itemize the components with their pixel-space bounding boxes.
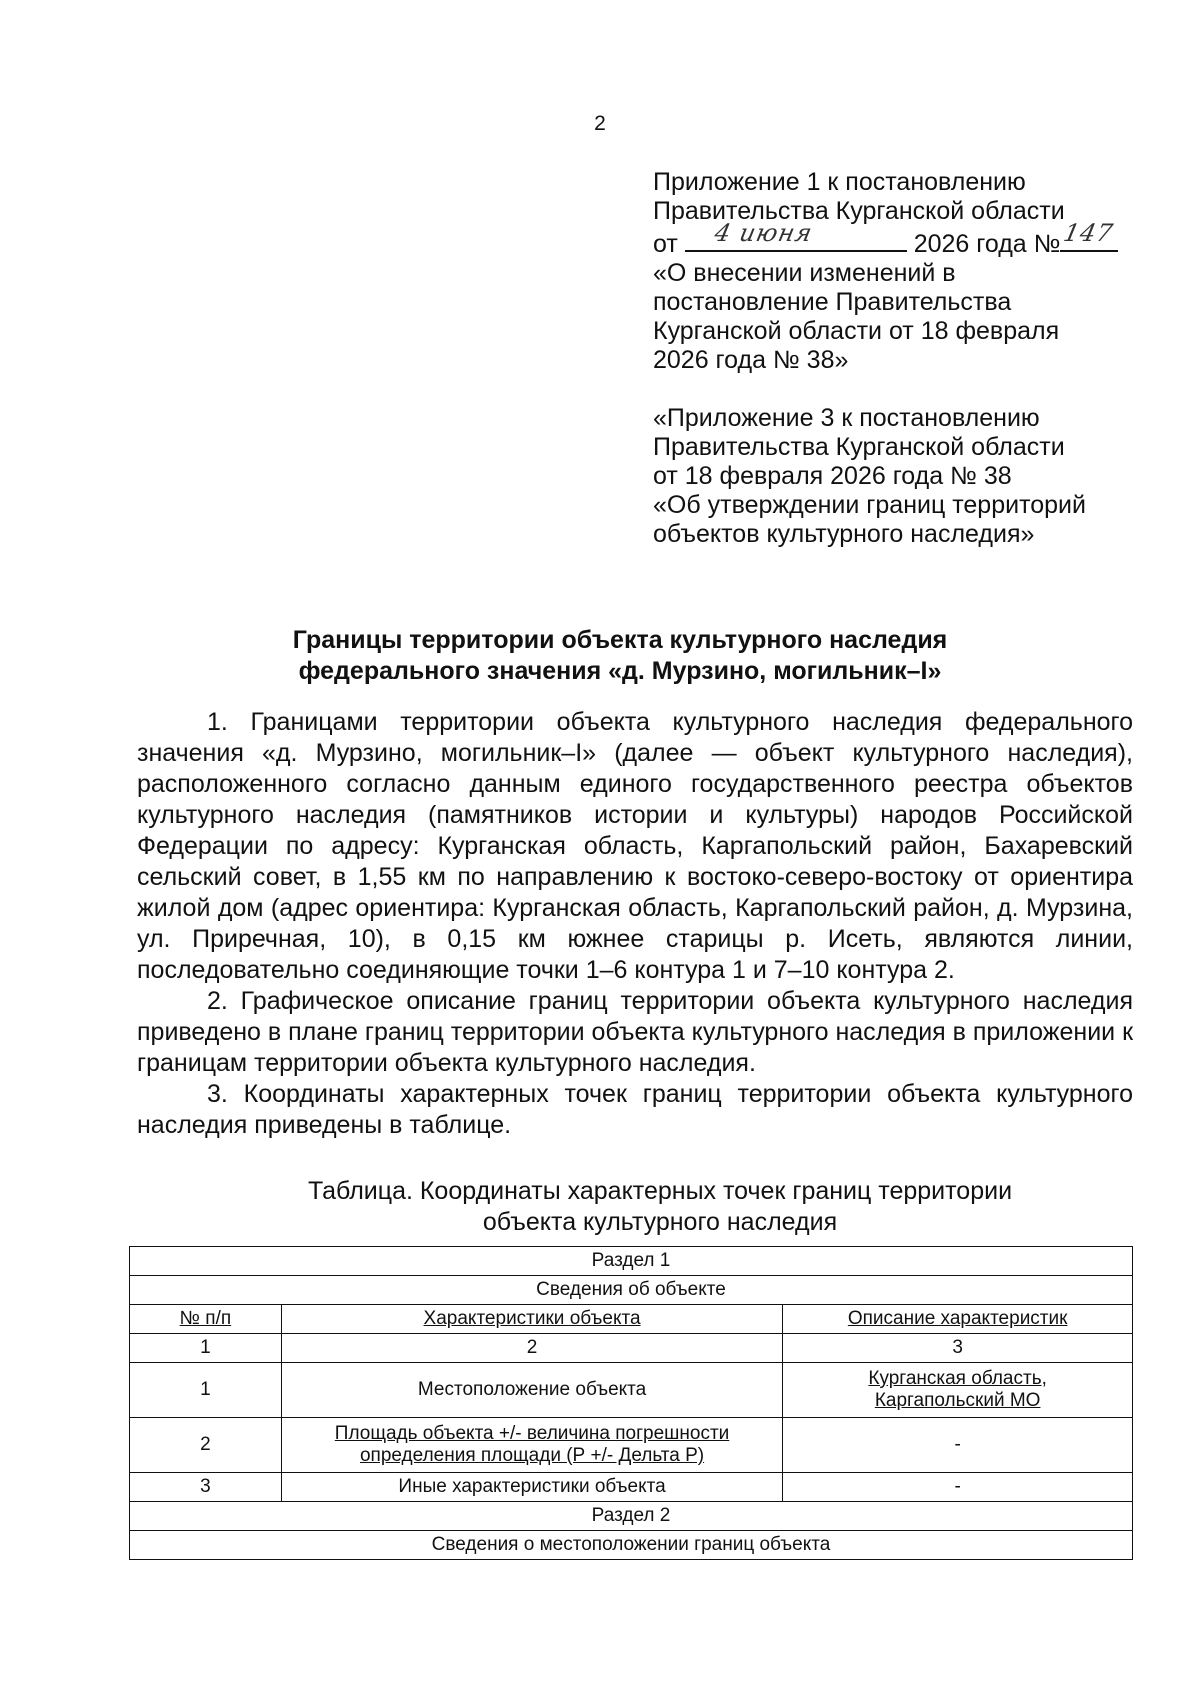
document-body bbox=[137, 707, 1133, 1141]
table-cell: 1 bbox=[130, 1334, 282, 1363]
table-cell: 2 bbox=[130, 1418, 282, 1473]
table-row bbox=[130, 1276, 1133, 1305]
handwritten-date-field bbox=[685, 219, 907, 252]
table-cell: 3 bbox=[783, 1334, 1133, 1363]
table-row bbox=[130, 1363, 1133, 1418]
table-row bbox=[130, 1418, 1133, 1473]
page-number: 2 bbox=[594, 112, 606, 135]
table-row bbox=[130, 1502, 1133, 1531]
paragraph: 1. Границами территории объекта культурного наследия федерального значения «д. Мурзино, могильник–I» (далее — объект культурного наследия), расположенного согласно данным единого государственного реестра объектов культурного наследия (памятников истории и культуры) народов Российской Федерации по адресу: Курганская область, Каргапольский район, Бахаревский сельский совет, в 1,55 км по направлению к востоко-северо-востоку от ориентира жилой дом (адрес ориентира: Курганская область, Каргапольский район, д. Мурзина, ул. Приречная, 10), в 0,15 км южнее старицы р. Исеть, являются линии, последовательно соединяющие точки 1–6 контура 1 и 7–10 контура 2. bbox=[137, 708, 1133, 984]
section-title: Сведения об объекте bbox=[130, 1276, 1133, 1305]
table-cell: 2 bbox=[281, 1334, 782, 1363]
appendix-line: «О внесении изменений в bbox=[653, 259, 956, 287]
appendix-line: Курганской области от 18 февраля bbox=[653, 317, 1060, 345]
column-header: Описание характеристик bbox=[783, 1305, 1133, 1334]
appendix-line: от 18 февраля 2026 года № 38 bbox=[653, 462, 1012, 490]
handwritten-date: 4 июня bbox=[711, 219, 816, 247]
table-cell: - bbox=[783, 1418, 1133, 1473]
appendix-line: Правительства Курганской области bbox=[653, 197, 1065, 225]
caption-line: Таблица. Координаты характерных точек границ территории bbox=[307, 1177, 1013, 1205]
handwritten-number-field bbox=[1060, 219, 1118, 252]
table-row bbox=[130, 1334, 1133, 1363]
appendix-line: Приложение 1 к постановлению bbox=[653, 168, 1026, 196]
appendix-line: объектов культурного наследия» bbox=[653, 520, 1035, 548]
appendix-line: постановление Правительства bbox=[653, 288, 1012, 316]
table-row bbox=[130, 1473, 1133, 1502]
table-cell: Площадь объекта +/- величина погрешности определения площади (Р +/- Дельта Р) bbox=[281, 1418, 782, 1473]
appendix-from-label: от bbox=[653, 230, 678, 258]
appendix-year-label: 2026 года № bbox=[913, 230, 1061, 258]
table-cell: 3 bbox=[130, 1473, 282, 1502]
paragraph: 2. Графическое описание границ территории объекта культурного наследия приведено в плане границ территории объекта культурного наследия в приложении к границам территории объекта культурного наследия. bbox=[137, 987, 1134, 1077]
table-caption bbox=[260, 1176, 1060, 1238]
section-header: Раздел 2 bbox=[130, 1502, 1133, 1531]
title-line: федерального значения «д. Мурзино, могильник–I» bbox=[298, 657, 942, 685]
column-header: № п/п bbox=[130, 1305, 282, 1334]
appendix-date-line bbox=[653, 219, 1173, 259]
section-header: Раздел 1 bbox=[130, 1247, 1133, 1276]
table-row bbox=[130, 1531, 1133, 1560]
section-title: Сведения о местоположении границ объекта bbox=[130, 1531, 1133, 1560]
table-header-row bbox=[130, 1305, 1133, 1334]
table-cell: Курганская область, Каргапольский МО bbox=[783, 1363, 1133, 1418]
table-cell: Иные характеристики объекта bbox=[281, 1473, 782, 1502]
table-cell: 1 bbox=[130, 1363, 282, 1418]
table-cell: Местоположение объекта bbox=[281, 1363, 782, 1418]
paragraph: 3. Координаты характерных точек границ территории объекта культурного наследия приведены в таблице. bbox=[137, 1080, 1133, 1139]
handwritten-number: 147 bbox=[1061, 219, 1117, 247]
title-line: Границы территории объекта культурного наследия bbox=[292, 626, 948, 654]
table-row bbox=[130, 1247, 1133, 1276]
appendix-header bbox=[653, 168, 1173, 549]
appendix-line: Правительства Курганской области bbox=[653, 433, 1065, 461]
coordinates-table bbox=[129, 1246, 1133, 1560]
table-cell: - bbox=[783, 1473, 1133, 1502]
appendix-line: «Приложение 3 к постановлению bbox=[653, 404, 1040, 432]
appendix-line: «Об утверждении границ территорий bbox=[653, 491, 1086, 519]
document-title bbox=[120, 625, 1120, 687]
caption-line: объекта культурного наследия bbox=[482, 1208, 838, 1236]
appendix-line: 2026 года № 38» bbox=[653, 346, 849, 374]
column-header: Характеристики объекта bbox=[281, 1305, 782, 1334]
